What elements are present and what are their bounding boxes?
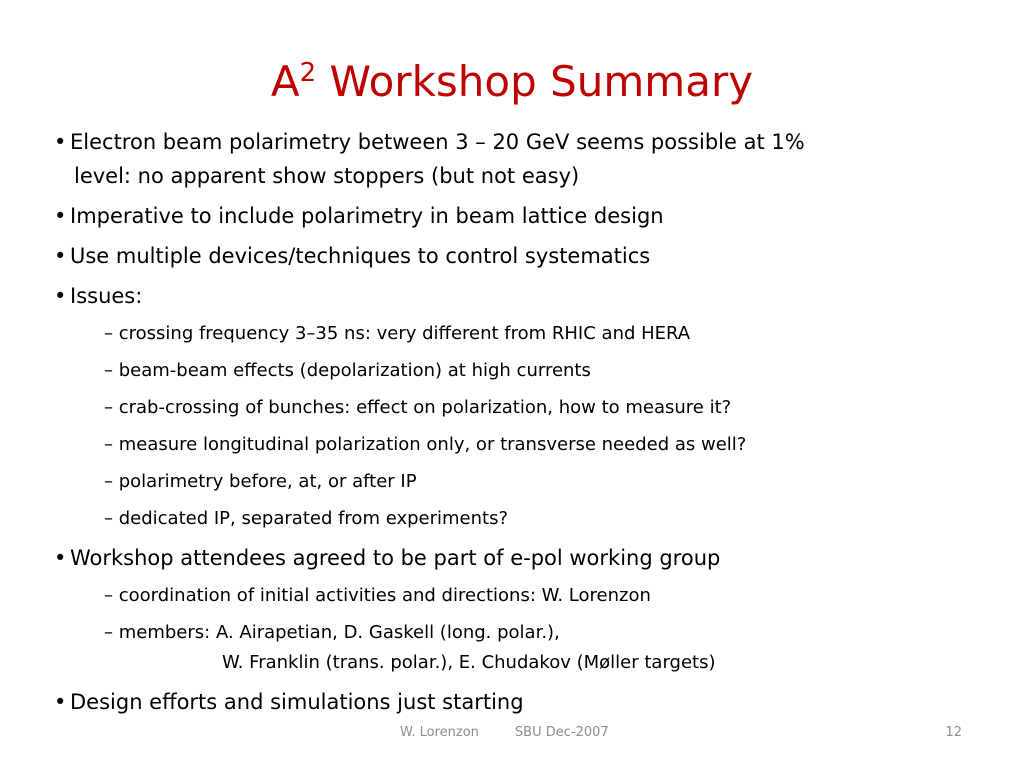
bullet-text: Workshop attendees agreed to be part of e-pol working group [70,546,721,570]
bullet-icon: • [54,690,67,714]
sub-item [104,581,994,611]
sub-item [104,467,994,497]
dash-icon: – [104,585,113,606]
sub-item-text: measure longitudinal polarization only, or transverse needed as well? [118,434,747,455]
sub-item-text: members: A. Airapetian, D. Gaskell (long. polar.), [118,622,560,643]
sub-item [104,356,994,386]
bullet-item [54,685,994,719]
bullet-icon: • [54,284,67,308]
slide-content [54,125,994,725]
bullet-item [54,541,994,575]
bullet-continuation: level: no apparent show stoppers (but not easy) [74,164,580,188]
footer-center [400,724,609,742]
bullet-icon: • [54,244,67,268]
footer-event: SBU Dec-2007 [514,725,609,740]
dash-icon: – [104,622,113,643]
bullet-text: Issues: [70,284,143,308]
bullet-item [54,199,994,233]
bullet-text: Design efforts and simulations just starting [70,690,524,714]
sub-item-text: crossing frequency 3–35 ns: very different from RHIC and HERA [118,323,691,344]
sub-item-text: beam-beam effects (depolarization) at high currents [118,360,591,381]
title-superscript: 2 [299,58,317,88]
bullet-icon: • [54,546,67,570]
dash-icon: – [104,434,113,455]
sub-item-text: crab-crossing of bunches: effect on polarization, how to measure it? [118,397,732,418]
sub-item [104,393,994,423]
sub-item [104,504,994,534]
dash-icon: – [104,471,113,492]
sub-item [104,618,994,678]
sub-item-text: coordination of initial activities and directions: W. Lorenzon [118,585,651,606]
dash-icon: – [104,508,113,529]
bullet-text: Use multiple devices/techniques to control systematics [70,244,651,268]
bullet-item [54,239,994,273]
footer-author: W. Lorenzon [400,725,479,740]
title-main: A [270,57,300,106]
bullet-text: Imperative to include polarimetry in beam lattice design [70,204,664,228]
title-rest: Workshop Summary [316,57,754,106]
bullet-item [54,125,994,193]
sub-item [104,430,994,460]
slide-title [0,52,1024,112]
sub-item [104,319,994,349]
sub-item-text: dedicated IP, separated from experiments? [118,508,509,529]
dash-icon: – [104,397,113,418]
page-number: 12 [945,725,962,740]
dash-icon: – [104,360,113,381]
dash-icon: – [104,323,113,344]
bullet-icon: • [54,204,67,228]
sub-item-text: polarimetry before, at, or after IP [118,471,417,492]
sub-item-continuation: W. Franklin (trans. polar.), E. Chudakov (Møller targets) [222,652,716,673]
bullet-item [54,279,994,313]
bullet-text: Electron beam polarimetry between 3 – 20 GeV seems possible at 1% [70,130,805,154]
bullet-icon: • [54,130,67,154]
